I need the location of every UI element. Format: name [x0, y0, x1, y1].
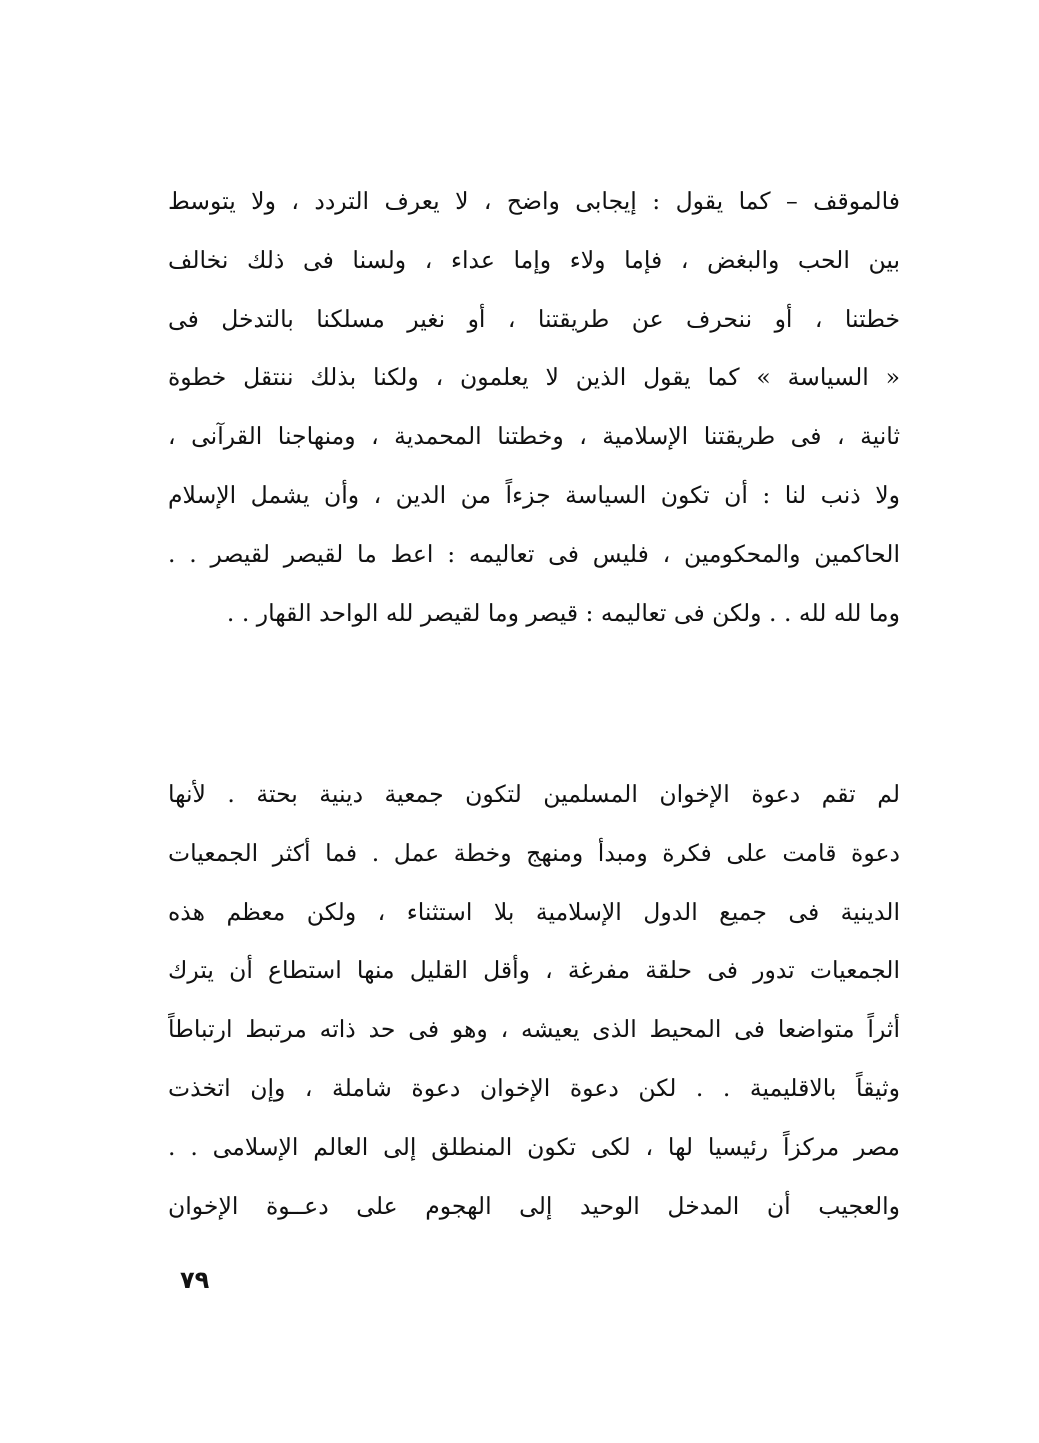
text-line: « السياسة » كما يقول الذين لا يعلمون ، ولكنا بذلك ننتقل خطوة — [168, 363, 900, 392]
text-line: ولا ذنب لنا : أن تكون السياسة جزءاً من الدين ، وأن يشمل الإسلام — [168, 480, 900, 509]
text-line: خطتنا ، أو ننحرف عن طريقتنا ، أو نغير مسلكنا بالتدخل فى — [168, 304, 900, 333]
text-line: أثراً متواضعا فى المحيط الذى يعيشه ، وهو فى حد ذاته مرتبط ارتباطاً — [168, 1015, 900, 1044]
text-line: ثانية ، فى طريقتنا الإسلامية ، وخطتنا المحمدية ، ومنهاجنا القرآنى ، — [168, 422, 900, 451]
text-line: مصر مركزاً رئيسيا لها ، لكى تكون المنطلق إلى العالم الإسلامى . . — [168, 1132, 900, 1161]
paragraph-2 — [168, 765, 900, 1235]
text-line: بين الحب والبغض ، فإما ولاء وإما عداء ، ولسنا فى ذلك نخالف — [168, 245, 900, 274]
text-line: الحاكمين والمحكومين ، فليس فى تعاليمه : اعط ما لقيصر لقيصر . . — [168, 539, 900, 568]
text-line: الدينية فى جميع الدول الإسلامية بلا استثناء ، ولكن معظم هذه — [168, 897, 900, 926]
text-line: لم تقم دعوة الإخوان المسلمين لتكون جمعية دينية بحتة . لأنها — [168, 780, 900, 808]
text-line: دعوة قامت على فكرة ومبدأ ومنهج وخطة عمل . فما أكثر الجمعيات — [168, 838, 900, 867]
text-line: فالموقف – كما يقول : إيجابى واضح ، لا يعرف التردد ، ولا يتوسط — [168, 187, 900, 215]
page-number: ٧٩ — [180, 1266, 210, 1294]
text-line: والعجيب أن المدخل الوحيد إلى الهجوم على دعــوة الإخوان — [168, 1191, 900, 1220]
paragraph-1 — [168, 172, 900, 642]
text-line: وما لله لله . . ولكن فى تعاليمه : قيصر وما لقيصر لله الواحد القهار . . — [226, 598, 900, 627]
text-line: الجمعيات تدور فى حلقة مفرغة ، وأقل القليل منها استطاع أن يترك — [168, 956, 900, 985]
text-line: وثيقاً بالاقليمية . . لكن دعوة الإخوان دعوة شاملة ، وإن اتخذت — [168, 1073, 900, 1102]
